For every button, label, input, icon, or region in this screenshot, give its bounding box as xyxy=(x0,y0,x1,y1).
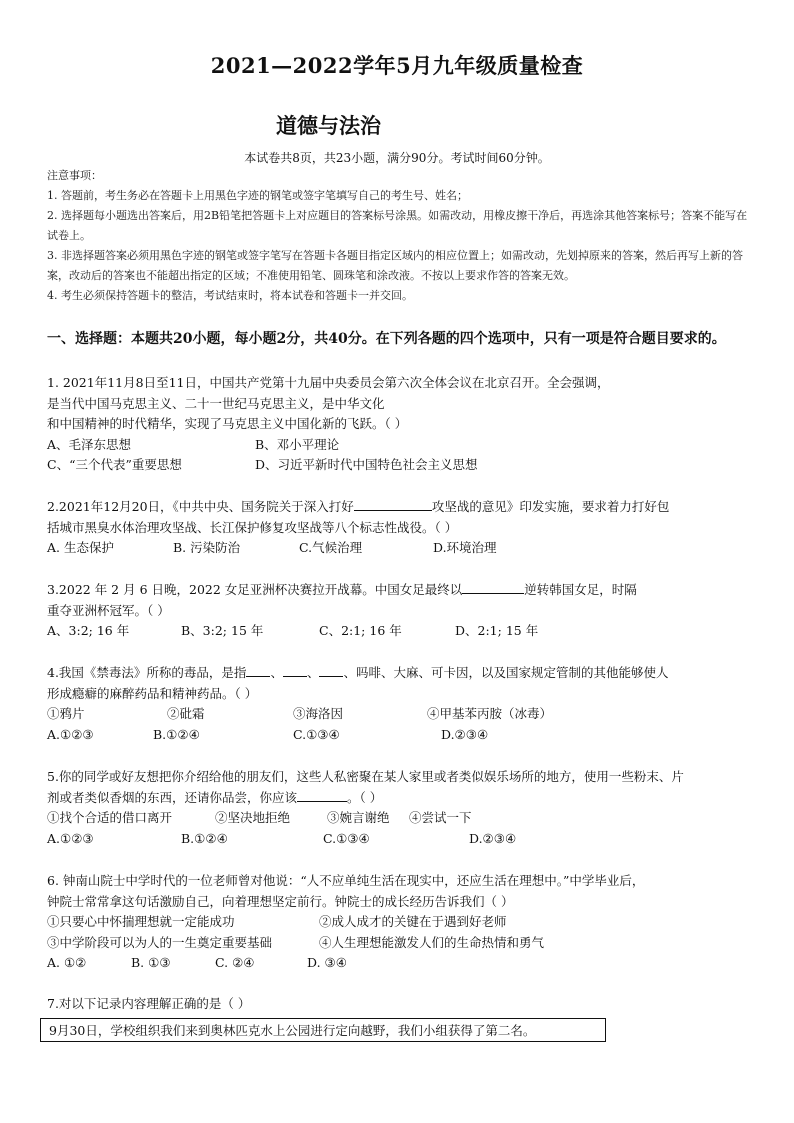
statement-3: ③中学阶段可以为人的一生奠定重要基础 xyxy=(47,934,273,950)
separator: 、 xyxy=(270,665,283,680)
question-text: 4.我国《禁毒法》所称的毒品，是指 xyxy=(47,665,247,680)
option-b: B、邓小平理论 xyxy=(255,436,340,452)
options-row xyxy=(47,538,759,559)
option-c: C.①③④ xyxy=(323,830,370,846)
items-row xyxy=(47,912,759,933)
question-text: 7.对以下记录内容理解正确的是（ ） xyxy=(47,996,251,1011)
answer-blank xyxy=(297,788,347,802)
question-text: 攻坚战的意见》印发实施，要求着力打好包 xyxy=(431,499,670,514)
option-d: D、2:1; 15 年 xyxy=(455,623,539,638)
statement-2: ②坚决地拒绝 xyxy=(215,810,291,825)
answer-blank xyxy=(283,663,307,677)
items-row xyxy=(47,933,759,954)
statement-1: ①鸦片 xyxy=(47,706,85,721)
option-b: B. 污染防治 xyxy=(173,540,241,555)
notes-block xyxy=(47,166,757,306)
option-a: A. 生态保护 xyxy=(47,540,114,555)
question-text: 、吗啡、大麻、可卡因，以及国家规定管制的其他能够使人 xyxy=(343,665,669,680)
answer-blank xyxy=(462,580,524,594)
option-a: A.①②③ xyxy=(47,830,94,846)
statement-3: ③海洛因 xyxy=(293,706,344,721)
option-d: D、习近平新时代中国特色社会主义思想 xyxy=(255,457,478,472)
question-text: 逆转韩国女足，时隔 xyxy=(524,582,637,597)
option-c: C.①③④ xyxy=(293,726,340,742)
statement-1: ①找个合适的借口离开 xyxy=(47,810,173,825)
note-item: 3. 非选择题答案必须用黑色字迹的钢笔或签字笔写在答题卡各题目指定区域内的相应位置上；如需改动，先划掉原来的答案，然后再写上新的答案，改动后的答案也不能超出指定的区域；不准使用铅笔、圆珠笔和涂改液。不按以上要求作答的答案无效。 xyxy=(47,249,743,282)
option-b: B、3:2; 15 年 xyxy=(181,623,264,638)
question-text: 剂或者类似香烟的东西，还请你品尝，你应该 xyxy=(47,789,298,805)
note-item: 1. 答题前，考生务必在答题卡上用黑色字迹的钢笔或签字笔填写自己的考生号、姓名； xyxy=(47,189,468,202)
question-1 xyxy=(47,373,759,476)
options-row xyxy=(47,953,759,974)
question-text: 5.你的同学或好友想把你介绍给他的朋友们，这些人私密聚在某人家里或者类似娱乐场所的地方，使用一些粉末、片 xyxy=(47,769,684,784)
option-b: B.①②④ xyxy=(153,726,200,742)
question-6 xyxy=(47,871,759,974)
option-a: A、毛泽东思想 xyxy=(47,436,132,452)
items-row xyxy=(47,808,759,829)
option-b: B.①②④ xyxy=(181,830,228,846)
question-text: 6. 钟南山院士中学时代的一位老师曾对他说：“人不应单纯生活在现实中，还应生活在理想中。”中学毕业后， xyxy=(47,873,645,888)
option-d: D.环境治理 xyxy=(433,540,497,555)
option-c: C、“三个代表”重要思想 xyxy=(47,457,182,472)
option-d: D.②③④ xyxy=(469,830,517,846)
statement-2: ②成人成才的关键在于遇到好老师 xyxy=(319,914,507,929)
exam-info: 本试卷共8页，共23小题，满分90分。考试时间60分钟。 xyxy=(244,151,550,165)
statement-4: ④人生理想能激发人们的生命热情和勇气 xyxy=(319,934,545,950)
statement-3: ③婉言谢绝 xyxy=(327,810,390,825)
options-row xyxy=(47,621,759,642)
statement-1: ①只要心中怀揣理想就一定能成功 xyxy=(47,914,235,929)
question-text: 。（ ） xyxy=(347,789,383,805)
question-2 xyxy=(47,497,759,559)
answer-blank xyxy=(354,497,432,511)
options-row xyxy=(47,455,759,476)
option-d: D.②③④ xyxy=(441,726,489,742)
option-a: A、3:2; 16 年 xyxy=(47,623,130,638)
option-a: A. ①② xyxy=(47,955,87,970)
note-item: 2. 选择题每小题选出答案后，用2B铅笔把答题卡上对应题目的答案标号涂黑。如需改动，用橡皮擦干净后，再选涂其他答案标号；答案不能写在试卷上。 xyxy=(47,209,748,242)
question-text: 形成瘾癖的麻醉药品和精神药品。（ ） xyxy=(47,685,258,701)
question-text: 是当代中国马克思主义、二十一世纪马克思主义，是中华文化 xyxy=(47,395,385,411)
options-row xyxy=(47,829,759,850)
question-text: 重夺亚洲杯冠军。（ ） xyxy=(47,602,170,618)
question-text: 1. 2021年11月8日至11日，中国共产党第十九届中央委员会第六次全体会议在北京召开。全会强调， xyxy=(47,375,610,390)
statement-4: ④尝试一下 xyxy=(409,810,472,825)
note-item: 4. 考生必须保持答题卡的整洁，考试结束时，将本试卷和答题卡一并交回。 xyxy=(47,289,413,302)
subject-title: 道德与法治 xyxy=(276,113,381,138)
items-row xyxy=(47,704,759,725)
option-c: C、2:1; 16 年 xyxy=(319,623,402,638)
answer-blank xyxy=(246,663,270,677)
record-box: 9月30日，学校组织我们来到奥林匹克水上公园进行定向越野，我们小组获得了第二名。 xyxy=(40,1018,606,1042)
option-c: C.气候治理 xyxy=(299,540,363,555)
question-5 xyxy=(47,767,759,849)
separator: 、 xyxy=(306,665,320,680)
question-text: 和中国精神的时代精华，实现了马克思主义中国化新的飞跃。（ ） xyxy=(47,416,408,431)
option-b: B. ①③ xyxy=(131,955,171,970)
options-row xyxy=(47,435,759,456)
question-3 xyxy=(47,580,759,642)
question-4 xyxy=(47,663,759,745)
question-7 xyxy=(47,994,759,1015)
option-d: D. ③④ xyxy=(307,955,347,970)
statement-2: ②砒霜 xyxy=(167,706,205,721)
notes-heading: 注意事项： xyxy=(47,169,102,182)
question-text: 钟院士常常拿这句话激励自己，向着理想坚定前行。钟院士的成长经历告诉我们（ ） xyxy=(47,893,514,909)
option-a: A.①②③ xyxy=(47,726,94,742)
statement-4: ④甲基苯丙胺（冰毒） xyxy=(427,706,553,721)
options-row xyxy=(47,725,759,746)
question-text: 括城市黑臭水体治理攻坚战、长江保护修复攻坚战等八个标志性战役。（ ） xyxy=(47,519,458,535)
section-heading: 一、选择题：本题共20小题，每小题2分，共40分。在下列各题的四个选项中，只有一项是符合题目要求的。 xyxy=(47,331,726,347)
option-c: C. ②④ xyxy=(215,955,255,970)
exam-title: 2021—2022学年5月九年级质量检查 xyxy=(210,53,584,78)
answer-blank xyxy=(319,663,343,677)
question-text: 3.2022 年 2 月 6 日晚，2022 女足亚洲杯决赛拉开战幕。中国女足最终以 xyxy=(47,582,463,597)
question-text: 2.2021年12月20日，《中共中央、国务院关于深入打好 xyxy=(47,499,354,514)
